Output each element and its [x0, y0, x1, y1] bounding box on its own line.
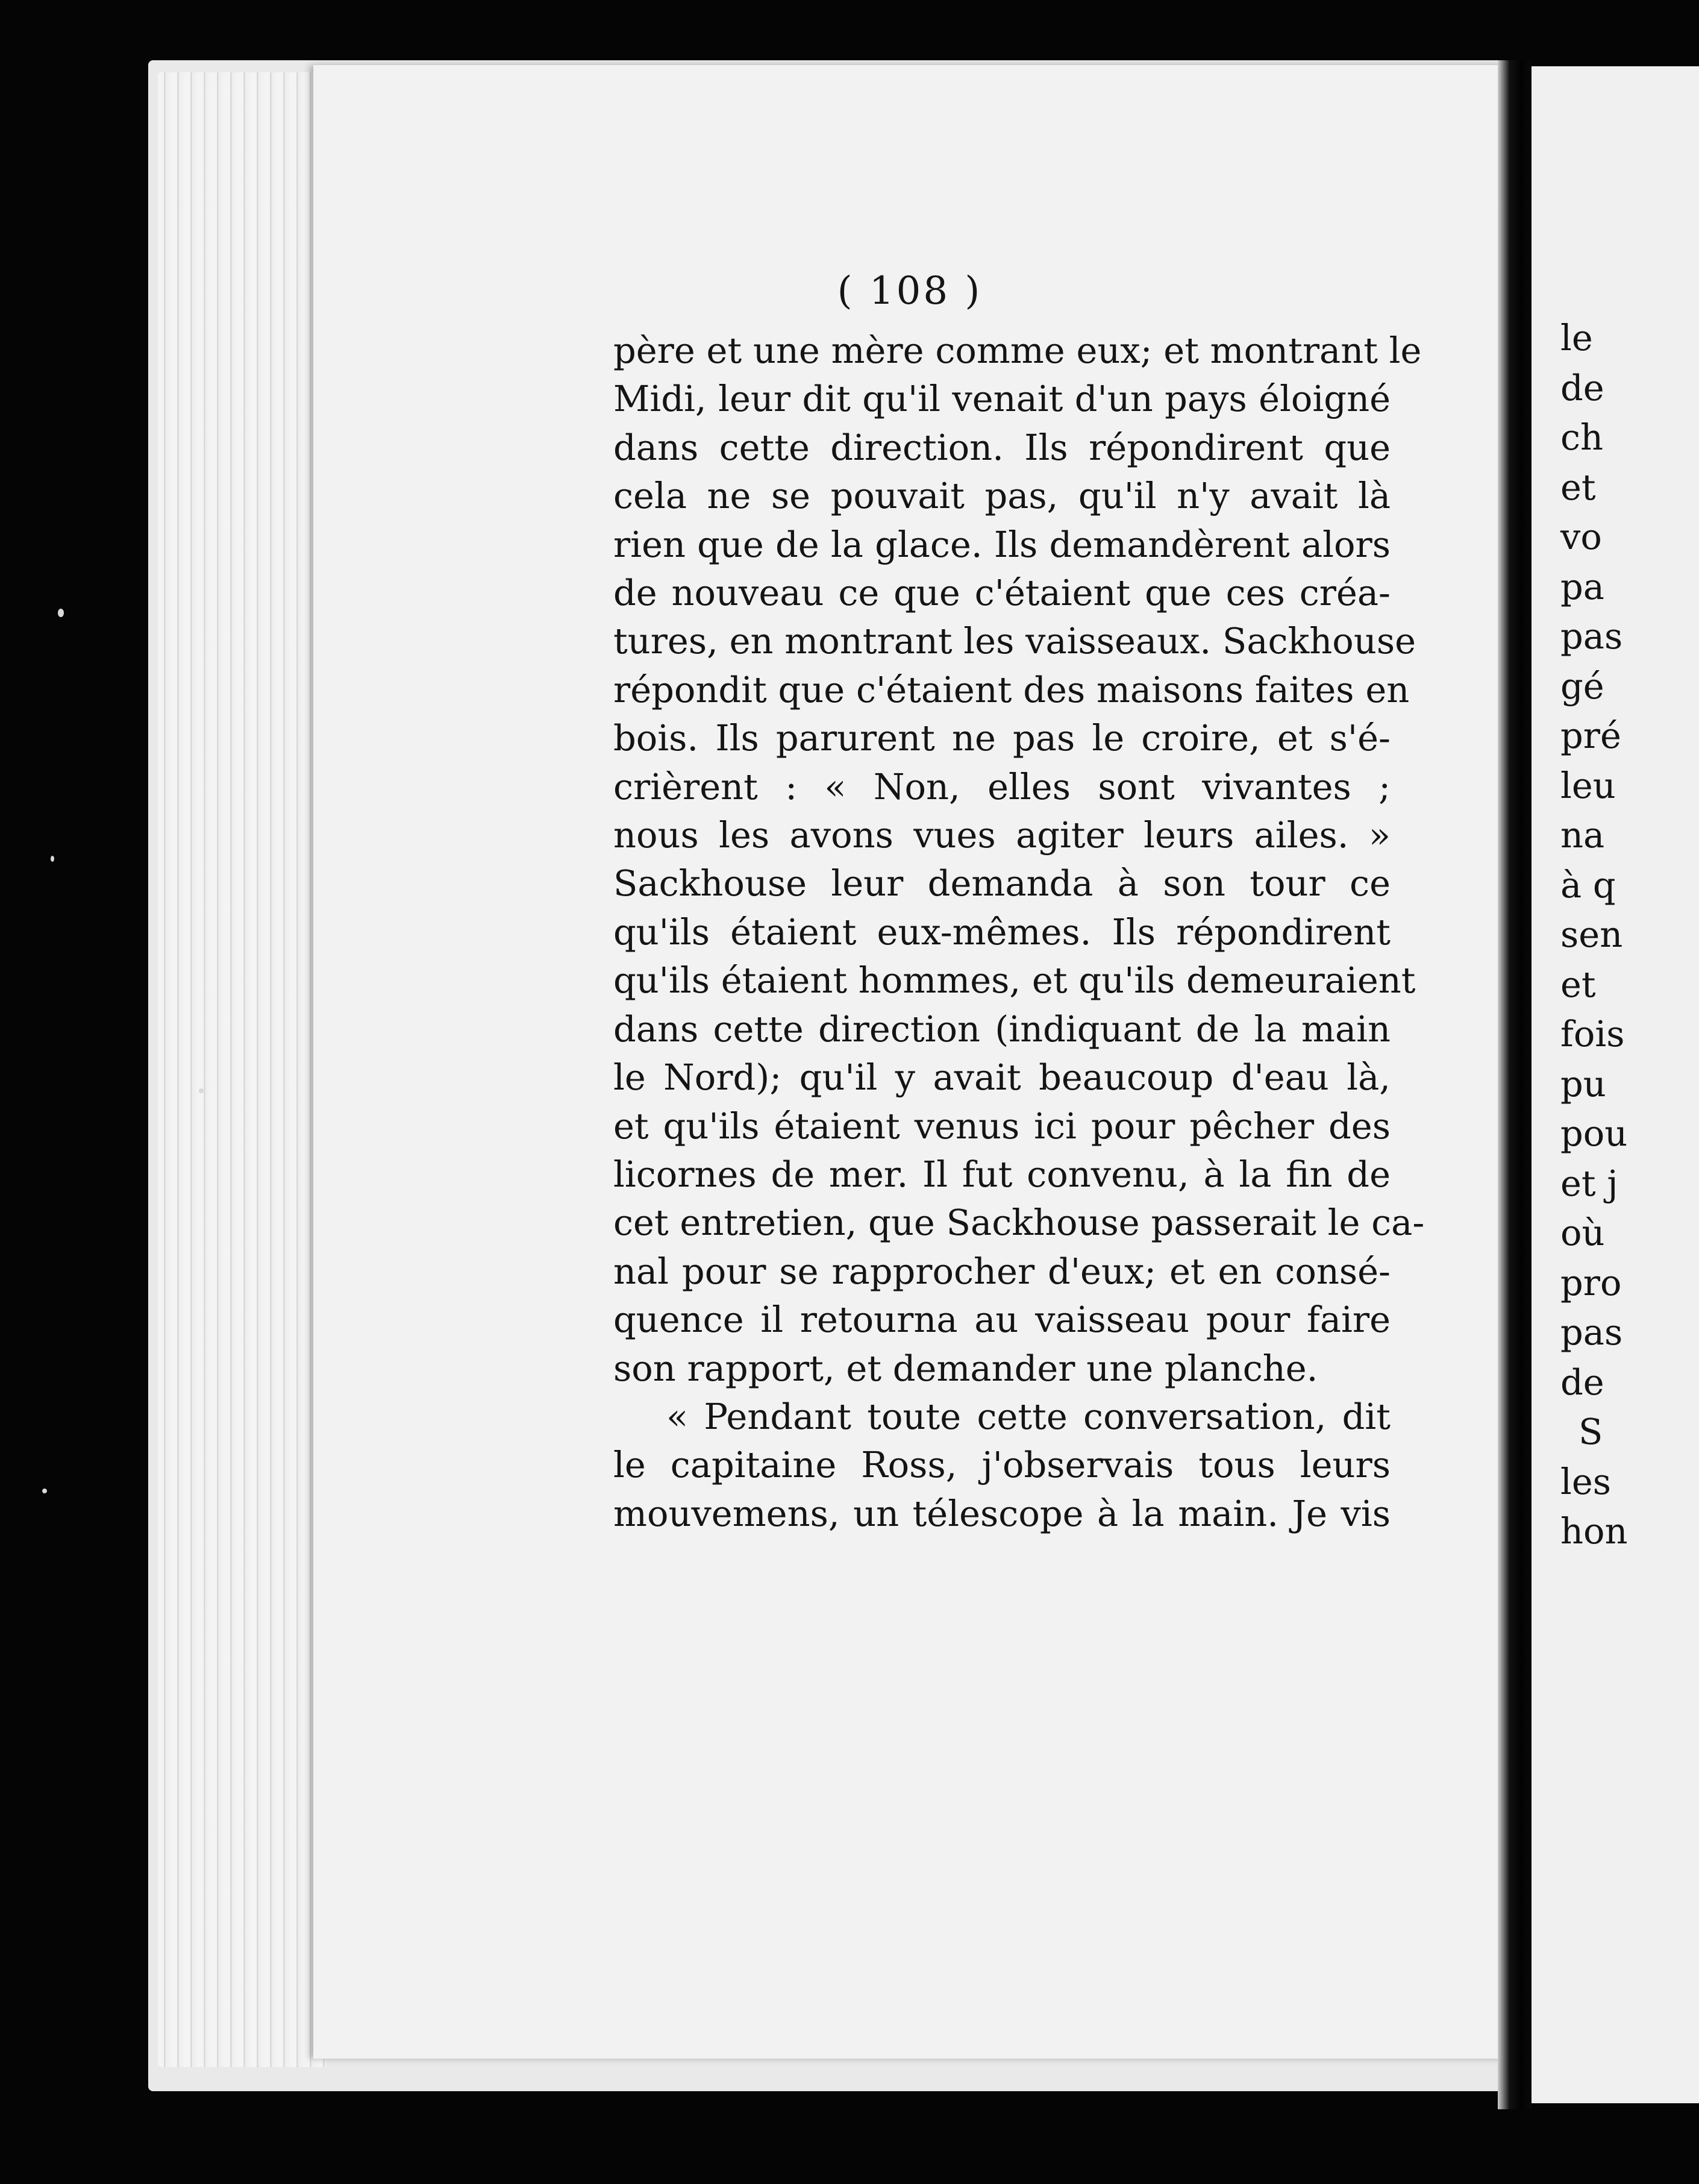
text-line: « Pendant toute cette conversation, dit — [666, 1395, 1391, 1437]
text-fragment: leu — [1560, 764, 1616, 806]
text-line: crièrent : « Non, elles sont vivantes ; — [613, 765, 1391, 808]
text-line: dans cette direction. Ils répondirent que — [613, 426, 1391, 468]
text-fragment: pas — [1560, 615, 1623, 657]
text-line: Midi, leur dit qu'il venait d'un pays éloigné — [613, 378, 1391, 420]
dust-speck — [58, 609, 64, 617]
text-fragment: et — [1560, 466, 1596, 508]
text-line: et qu'ils étaient venus ici pour pêcher des — [613, 1105, 1391, 1147]
text-line: cela ne se pouvait pas, qu'il n'y avait là — [613, 475, 1391, 517]
text-fragment: les — [1560, 1460, 1612, 1502]
text-fragment: gé — [1560, 665, 1604, 707]
dust-speck — [51, 856, 54, 862]
text-line: qu'ils étaient hommes, et qu'ils demeuraient — [613, 959, 1416, 1002]
dust-speck — [42, 1489, 47, 1493]
text-line: le Nord); qu'il y avait beaucoup d'eau là, — [613, 1056, 1391, 1099]
text-fragment: de — [1560, 1361, 1604, 1403]
text-line: le capitaine Ross, j'observais tous leurs — [613, 1444, 1391, 1486]
text-fragment: pro — [1560, 1261, 1622, 1304]
text-line: Sackhouse leur demanda à son tour ce — [613, 862, 1391, 905]
text-fragment: sen — [1560, 914, 1623, 955]
text-fragment: pa — [1560, 565, 1604, 607]
text-fragment: de — [1560, 366, 1604, 409]
text-line: quence il retourna au vaisseau pour faire — [613, 1299, 1391, 1341]
right-page-text — [1560, 313, 1699, 1557]
text-line: nous les avons vues agiter leurs ailes. » — [613, 814, 1391, 856]
text-fragment: pas — [1560, 1311, 1623, 1353]
text-fragment: pré — [1560, 715, 1621, 756]
dust-speck — [199, 1088, 204, 1093]
text-line: cet entretien, que Sackhouse passerait le ca- — [613, 1202, 1425, 1244]
text-fragment: hon — [1560, 1510, 1628, 1552]
text-fragment: pou — [1560, 1112, 1628, 1154]
text-line: nal pour se rapprocher d'eux; et en consé- — [613, 1250, 1391, 1292]
text-line: licornes de mer. Il fut convenu, à la fin de — [613, 1153, 1391, 1195]
text-line: de nouveau ce que c'étaient que ces créa- — [613, 572, 1391, 614]
text-fragment: à q — [1560, 864, 1616, 906]
text-line: rien que de la glace. Ils demandèrent alors — [613, 523, 1391, 565]
text-fragment: vo — [1560, 516, 1602, 557]
left-page-text — [613, 327, 1425, 1538]
text-line: son rapport, et demander une planche. — [613, 1347, 1318, 1389]
text-fragment: pu — [1560, 1062, 1606, 1105]
text-line: père et une mère comme eux; et montrant le — [613, 330, 1422, 371]
text-fragment: fois — [1560, 1013, 1625, 1055]
text-fragment: et j — [1560, 1162, 1618, 1204]
text-line: mouvemens, un télescope à la main. Je vis — [613, 1492, 1391, 1534]
text-fragment: où — [1560, 1212, 1605, 1254]
text-line: dans cette direction (indiquant de la main — [613, 1008, 1391, 1050]
text-fragment: et — [1560, 963, 1596, 1005]
text-line: répondit que c'étaient des maisons faites en — [613, 668, 1410, 711]
text-fragment: na — [1560, 814, 1605, 856]
text-fragment: le — [1560, 317, 1593, 359]
page-number: ( 108 ) — [837, 269, 983, 313]
text-line: bois. Ils parurent ne pas le croire, et s'é- — [613, 717, 1391, 759]
text-line: tures, en montrant les vaisseaux. Sackhouse — [613, 620, 1416, 662]
text-fragment: ch — [1560, 416, 1604, 458]
text-line: qu'ils étaient eux-mêmes. Ils répondirent — [613, 911, 1391, 953]
page-edges — [158, 72, 327, 2067]
book-gutter — [1498, 60, 1532, 2109]
text-fragment: S — [1579, 1411, 1603, 1452]
